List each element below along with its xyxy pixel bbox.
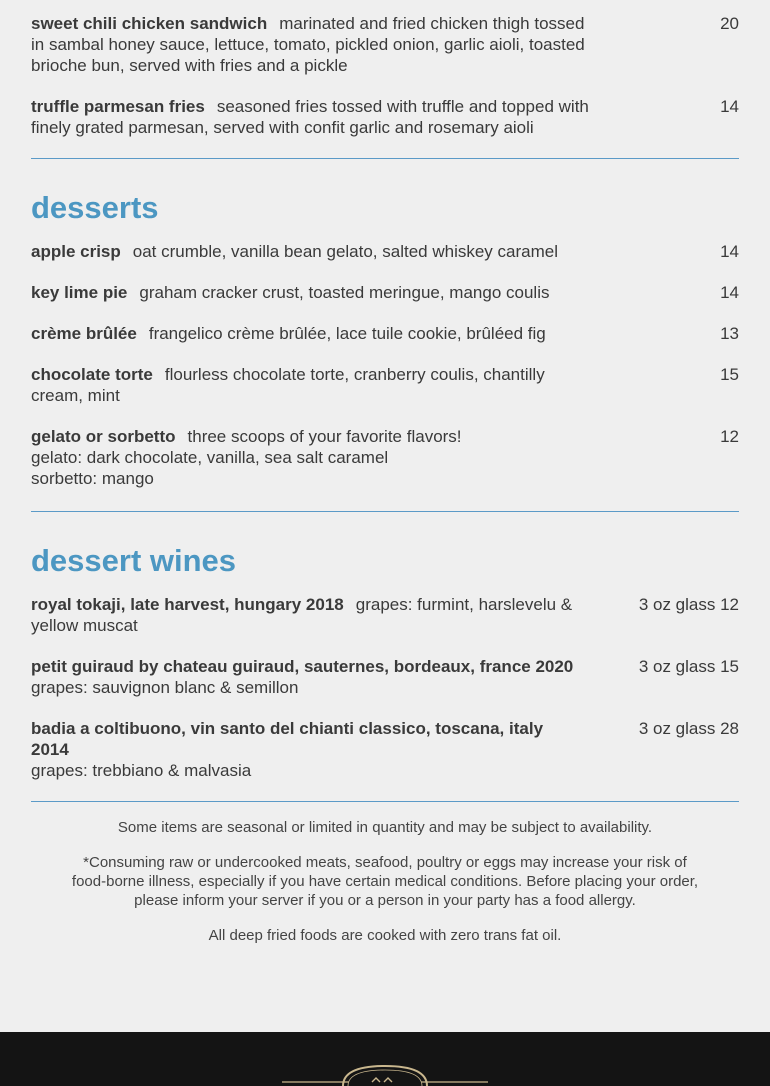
mains-continued-section (31, 0, 739, 138)
menu-item (31, 241, 739, 262)
item-name: badia a coltibuono, vin santo del chianti classico, toscana, italy 2014 (31, 719, 544, 759)
item-name: truffle parmesan fries (31, 97, 205, 116)
item-description: frangelico crème brûlée, lace tuile cookie, brûléed fig (148, 324, 546, 343)
menu-page (31, 0, 739, 961)
item-description: grapes: trebbiano & malvasia (31, 761, 252, 780)
menu-notes (31, 802, 739, 945)
item-detail-line: sorbetto: mango (31, 469, 154, 488)
item-name: sweet chili chicken sandwich (31, 14, 268, 33)
section-title: dessert wines (31, 543, 237, 578)
menu-item (31, 323, 739, 344)
desserts-section (31, 159, 739, 489)
dessert-wines-section (31, 512, 739, 781)
menu-item (31, 426, 739, 489)
fried-foods-note: All deep fried foods are cooked with zero trans fat oil. (208, 927, 562, 944)
item-price: 3 oz glass 12 (638, 595, 739, 614)
item-description: three scoops of your favorite flavors! (187, 427, 462, 446)
consumer-advisory: *Consuming raw or undercooked meats, seafood, poultry or eggs may increase your risk of food-borne illness, especially if you have certain medical conditions. Before placing your order, please inform your server if you or a person in your party has a food allergy. (71, 854, 699, 909)
section-title: desserts (31, 190, 159, 225)
item-description: oat crumble, vanilla bean gelato, salted whiskey caramel (132, 242, 558, 261)
item-detail-line: gelato: dark chocolate, vanilla, sea salt caramel (31, 448, 389, 467)
item-name: apple crisp (31, 242, 121, 261)
item-description: flourless chocolate torte, cranberry coulis, chantilly cream, mint (31, 365, 545, 405)
item-name: chocolate torte (31, 365, 153, 384)
item-name: key lime pie (31, 283, 128, 302)
item-price: 3 oz glass 15 (638, 657, 739, 676)
item-price: 12 (720, 427, 739, 446)
emblem-logo-icon (280, 1032, 490, 1086)
item-name: crème brûlée (31, 324, 137, 343)
menu-item (31, 96, 739, 138)
menu-item (31, 13, 739, 76)
item-description: graham cracker crust, toasted meringue, mango coulis (139, 283, 550, 302)
item-description: marinated and fried chicken thigh tossed in sambal honey sauce, lettuce, tomato, pickled onion, garlic aioli, toasted brioche bun, served with fries and a pickle (31, 14, 585, 75)
item-price: 14 (720, 242, 739, 261)
item-price: 20 (720, 14, 739, 33)
item-price: 3 oz glass 28 (638, 719, 739, 738)
item-price: 13 (720, 324, 739, 343)
item-price: 14 (720, 97, 739, 116)
item-description: seasoned fries tossed with truffle and topped with finely grated parmesan, served with confit garlic and rosemary aioli (31, 97, 589, 137)
wine-item (31, 718, 739, 781)
item-description: grapes: furmint, harslevelu & yellow muscat (31, 595, 573, 635)
item-name: gelato or sorbetto (31, 427, 176, 446)
item-name: royal tokaji, late harvest, hungary 2018 (31, 595, 344, 614)
item-name: petit guiraud by chateau guiraud, sauternes, bordeaux, france 2020 (31, 657, 574, 676)
item-description: grapes: sauvignon blanc & semillon (31, 678, 299, 697)
item-price: 14 (720, 283, 739, 302)
footer-bar (0, 1032, 770, 1086)
item-price: 15 (720, 365, 739, 384)
wine-item (31, 594, 739, 636)
menu-item (31, 282, 739, 303)
menu-item (31, 364, 739, 406)
wine-item (31, 656, 739, 698)
seasonal-note: Some items are seasonal or limited in quantity and may be subject to availability. (117, 819, 653, 836)
